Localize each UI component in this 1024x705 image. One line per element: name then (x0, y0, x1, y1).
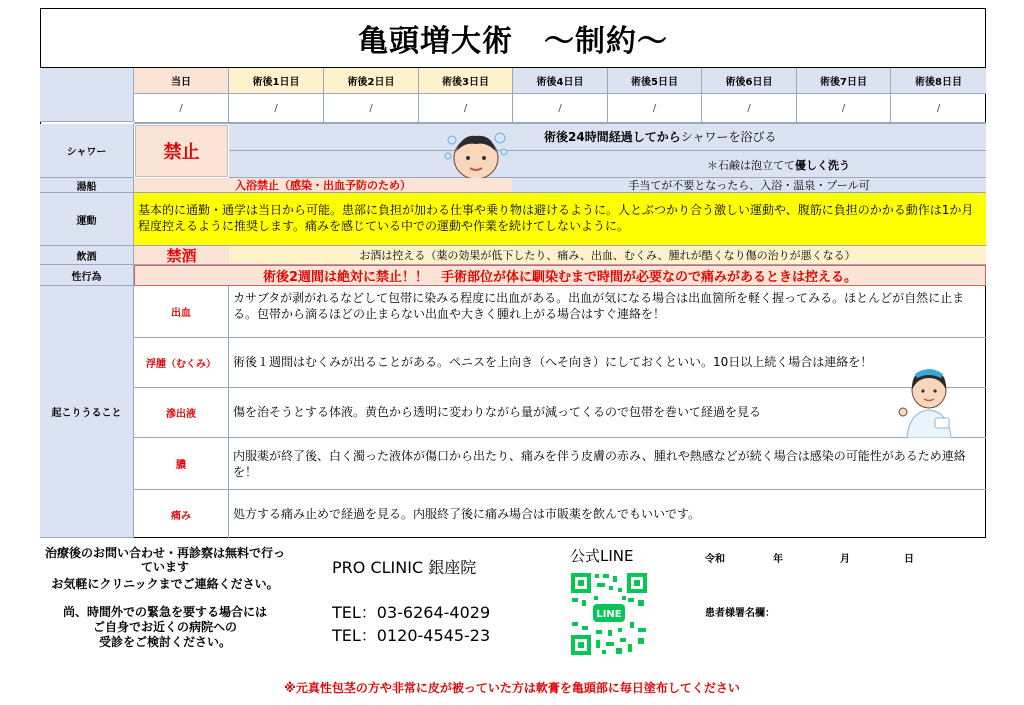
day-header-0: 当日 (134, 68, 229, 94)
shower-ban: 禁止 (135, 125, 228, 177)
event-label-pain: 痛み (134, 490, 229, 538)
date-era: 令和 (705, 554, 725, 565)
alcohol-text: お酒は控える（薬の効果が低下したり、痛み、出血、むくみ、腫れが酷くなり傷の治りが悪くなる） (229, 246, 986, 265)
date-month[interactable]: 月 (840, 554, 850, 565)
nurse-icon (893, 360, 965, 438)
page-title: 亀頭増大術 ～制約～ (40, 8, 986, 68)
shower-line2 (229, 151, 986, 178)
date-year[interactable]: 年 (773, 554, 783, 565)
event-text-swelling: 術後１週間はむくみが出ることがある。ペニスを上向き（へそ向き）にしておくといい。10日以上続く場合は連絡を！ (229, 338, 986, 388)
footer-emergency-2: ご自身でお近くの病院への (92, 620, 237, 634)
shower-line2-bold: 優しく洗う (795, 159, 850, 172)
clinic-name: PRO CLINIC 銀座院 (332, 558, 477, 577)
shower-line1 (229, 124, 986, 151)
date-day[interactable]: 日 (904, 554, 914, 565)
date-cell-5[interactable]: / (608, 94, 702, 122)
footer-emergency-1: 尚、時間外での緊急を要する場合には (62, 605, 267, 619)
qr-line-text: LINE (596, 609, 622, 620)
event-text-exudate: 傷を治そうとする体液。黄色から透明に変わりながら量が減ってくるので包帯を巻いて経過を見る (229, 388, 986, 438)
shower-line1-rest: シャワーを浴びる (680, 130, 777, 144)
day-header-1: 術後1日目 (229, 68, 324, 94)
date-cell-3[interactable]: / (419, 94, 513, 122)
event-label-pus: 膿 (134, 438, 229, 490)
date-cell-4[interactable]: / (513, 94, 608, 122)
day-header-2: 術後2日目 (324, 68, 419, 94)
event-label-swelling: 浮腫（むくみ） (134, 338, 229, 388)
clinic-tel-1[interactable]: TEL：03-6264-4029 (332, 603, 491, 622)
line-label: 公式LINE (570, 547, 634, 565)
shower-line1-bold: 術後24時間経過してから (544, 130, 681, 144)
row-label-exercise: 運動 (40, 193, 134, 246)
event-text-pain: 処方する痛み止めで経過を見る。内服終了後に痛み場合は市販薬を飲んでもいいです。 (233, 507, 701, 521)
footer-emergency-3: 受診をご検討ください。 (98, 635, 231, 649)
signature-label[interactable]: 患者様署名欄： (705, 608, 775, 619)
sex-text: 術後2週間は絶対に禁止！！ 手術部位が体に馴染むまで時間が必要なので痛みがあるときは控える。 (134, 265, 986, 286)
row-label-sex: 性行為 (40, 265, 134, 286)
shower-line2-pre: ＊石鹸は泡立てて (707, 159, 795, 172)
date-cell-7[interactable]: / (797, 94, 891, 122)
footer-inquiry-2: お気軽にクリニックまでご連絡ください。 (51, 577, 279, 591)
row-label-shower: シャワー (40, 124, 134, 178)
header-corner (40, 68, 134, 122)
row-label-bath: 湯船 (40, 178, 134, 193)
event-text-bleeding: カサブタが剥がれるなどして包帯に染みる程度に出血がある。出血が気になる場合は出血箇所を軽く握ってみる。ほとんどが自然に止まる。包帯から滴るほどの止まらない出血や大きく腫れ上がる場合はすぐ連絡を！ (229, 286, 986, 338)
date-cell-2[interactable]: / (324, 94, 419, 122)
clinic-tel-2[interactable]: TEL：0120-4545-23 (332, 626, 491, 645)
date-cell-0[interactable]: / (134, 94, 229, 122)
exercise-text: 基本的に通勤・通学は当日から可能。患部に負担が加わる仕事や乗り物は避けるように。人とぶつかり合う激しい運動や、腹筋に負担のかかる動作は1か月程度控えるように推奨します。痛みを感じている中での運動や作業を続けてしないように。 (134, 193, 986, 246)
day-header-7: 術後7日目 (797, 68, 891, 94)
event-label-exudate: 滲出液 (134, 388, 229, 438)
day-header-8: 術後8日目 (891, 68, 986, 94)
date-cell-1[interactable]: / (229, 94, 324, 122)
row-label-events: 起こりうること (40, 286, 134, 538)
date-cell-8[interactable]: / (936, 102, 941, 114)
line-qr-code[interactable] (568, 570, 650, 658)
day-header-5: 術後5日目 (608, 68, 702, 94)
bath-ban: 入浴禁止（感染・出血予防のため） (134, 178, 512, 193)
event-label-bleeding: 出血 (134, 286, 229, 338)
bottom-note: ※元真性包茎の方や非常に皮が被っていた方は軟膏を亀頭部に毎日塗布してください (284, 681, 740, 695)
row-label-alcohol: 飲酒 (40, 246, 134, 265)
date-cell-6[interactable]: / (702, 94, 797, 122)
alcohol-ban: 禁酒 (134, 246, 229, 265)
event-text-pus: 内服薬が終了後、白く濁った液体が傷口から出たり、痛みを伴う皮膚の赤み、腫れや熱感などが続く場合は感染の可能性があるため連絡を！ (229, 438, 986, 490)
day-header-3: 術後3日目 (419, 68, 513, 94)
day-header-6: 術後6日目 (702, 68, 797, 94)
footer-inquiry-1: 治療後のお問い合わせ・再診察は無料で行っています (44, 546, 285, 574)
bath-allowed: 手当てが不要となったら、入浴・温泉・プール可 (512, 178, 986, 193)
day-header-4: 術後4日目 (513, 68, 608, 94)
